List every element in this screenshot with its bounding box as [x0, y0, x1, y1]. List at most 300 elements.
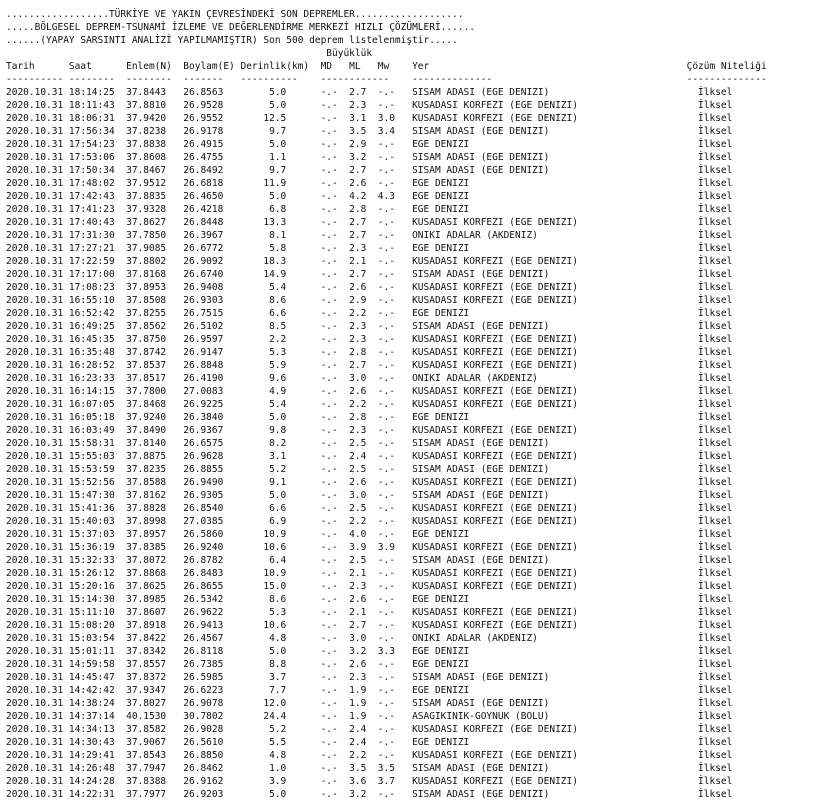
row-ml: 3.5	[349, 126, 367, 137]
row-md: -.-	[320, 633, 338, 644]
row-date: 2020.10.31	[6, 87, 64, 98]
row-solution-quality: İlksel	[698, 269, 733, 280]
row-solution-quality: İlksel	[698, 451, 733, 462]
row-date: 2020.10.31	[6, 529, 64, 540]
row-location: EGE DENIZI	[412, 178, 470, 189]
row-depth: 1.1	[269, 152, 287, 163]
earthquake-row	[6, 177, 811, 190]
row-mw: -.-	[377, 282, 395, 293]
row-md: -.-	[320, 256, 338, 267]
row-time: 17:42:43	[68, 191, 115, 202]
row-latitude: 37.8838	[126, 139, 167, 150]
row-depth: 5.3	[269, 607, 287, 618]
row-latitude: 37.8810	[126, 100, 167, 111]
row-ml: 2.8	[349, 412, 367, 423]
row-latitude: 37.8255	[126, 308, 167, 319]
row-longitude: 26.4650	[183, 191, 224, 202]
row-latitude: 37.8543	[126, 750, 167, 761]
row-latitude: 37.8802	[126, 256, 167, 267]
row-longitude: 26.9622	[183, 607, 224, 618]
row-date: 2020.10.31	[6, 503, 64, 514]
row-latitude: 37.8557	[126, 659, 167, 670]
row-md: -.-	[320, 282, 338, 293]
row-depth: 8.6	[269, 594, 287, 605]
row-date: 2020.10.31	[6, 334, 64, 345]
row-depth: 7.7	[269, 685, 287, 696]
row-ml: 2.2	[349, 399, 367, 410]
row-mw: -.-	[377, 399, 395, 410]
row-longitude: 26.4190	[183, 373, 224, 384]
row-latitude: 40.1530	[126, 711, 167, 722]
row-solution-quality: İlksel	[698, 685, 733, 696]
row-depth: 6.8	[269, 204, 287, 215]
row-depth: 9.1	[269, 477, 287, 488]
row-md: -.-	[320, 503, 338, 514]
row-date: 2020.10.31	[6, 750, 64, 761]
row-date: 2020.10.31	[6, 516, 64, 527]
row-time: 15:36:19	[68, 542, 115, 553]
row-mw: -.-	[377, 139, 395, 150]
row-longitude: 26.8118	[183, 646, 224, 657]
row-location: SISAM ADASI (EGE DENIZI)	[412, 672, 550, 683]
row-longitude: 26.9203	[183, 789, 224, 800]
row-longitude: 26.9225	[183, 399, 224, 410]
row-solution-quality: İlksel	[698, 542, 733, 553]
row-mw: -.-	[377, 438, 395, 449]
row-ml: 2.7	[349, 165, 367, 176]
row-time: 14:30:43	[68, 737, 115, 748]
row-mw: -.-	[377, 594, 395, 605]
row-depth: 5.0	[269, 191, 287, 202]
row-depth: 9.6	[269, 373, 287, 384]
row-solution-quality: İlksel	[698, 321, 733, 332]
row-md: -.-	[320, 516, 338, 527]
row-longitude: 26.9528	[183, 100, 224, 111]
row-location: KUSADASI KORFEZI (EGE DENIZI)	[412, 282, 578, 293]
row-latitude: 37.7850	[126, 230, 167, 241]
row-date: 2020.10.31	[6, 789, 64, 800]
row-mw: -.-	[377, 256, 395, 267]
row-mw: -.-	[377, 204, 395, 215]
earthquake-row	[6, 424, 811, 437]
row-solution-quality: İlksel	[698, 724, 733, 735]
row-solution-quality: İlksel	[698, 711, 733, 722]
row-latitude: 37.9085	[126, 243, 167, 254]
row-location: SISAM ADASI (EGE DENIZI)	[412, 126, 550, 137]
row-ml: 2.7	[349, 360, 367, 371]
earthquake-row	[6, 242, 811, 255]
row-latitude: 37.8562	[126, 321, 167, 332]
row-ml: 2.7	[349, 87, 367, 98]
row-latitude: 37.8467	[126, 165, 167, 176]
row-md: -.-	[320, 529, 338, 540]
row-longitude: 26.9147	[183, 347, 224, 358]
row-location: KUSADASI KORFEZI (EGE DENIZI)	[412, 477, 578, 488]
earthquake-row	[6, 112, 811, 125]
row-location: EGE DENIZI	[412, 659, 470, 670]
earthquake-row	[6, 437, 811, 450]
row-date: 2020.10.31	[6, 620, 64, 631]
row-mw: -.-	[377, 698, 395, 709]
row-ml: 2.8	[349, 347, 367, 358]
row-date: 2020.10.31	[6, 555, 64, 566]
row-longitude: 26.4567	[183, 633, 224, 644]
row-solution-quality: İlksel	[698, 568, 733, 579]
row-time: 14:59:58	[68, 659, 115, 670]
row-time: 14:38:24	[68, 698, 115, 709]
row-time: 16:45:35	[68, 334, 115, 345]
row-longitude: 26.5985	[183, 672, 224, 683]
row-ml: 3.0	[349, 490, 367, 501]
row-time: 15:55:03	[68, 451, 115, 462]
row-location: KUSADASI KORFEZI (EGE DENIZI)	[412, 776, 578, 787]
row-longitude: 26.9552	[183, 113, 224, 124]
row-longitude: 26.9408	[183, 282, 224, 293]
row-latitude: 37.8443	[126, 87, 167, 98]
row-time: 14:22:31	[68, 789, 115, 800]
row-date: 2020.10.31	[6, 373, 64, 384]
row-solution-quality: İlksel	[698, 399, 733, 410]
row-location: EGE DENIZI	[412, 685, 470, 696]
row-depth: 4.8	[269, 633, 287, 644]
row-mw: -.-	[377, 464, 395, 475]
row-mw: -.-	[377, 568, 395, 579]
row-md: -.-	[320, 789, 338, 800]
row-mw: -.-	[377, 373, 395, 384]
earthquake-row	[6, 554, 811, 567]
row-md: -.-	[320, 451, 338, 462]
row-ml: 3.6	[349, 776, 367, 787]
row-mw: 3.7	[377, 776, 395, 787]
earthquake-row	[6, 567, 811, 580]
earthquake-row	[6, 606, 811, 619]
row-time: 18:06:31	[68, 113, 115, 124]
row-depth: 4.9	[269, 386, 287, 397]
row-location: KUSADASI KORFEZI (EGE DENIZI)	[412, 581, 578, 592]
earthquake-row	[6, 476, 811, 489]
row-solution-quality: İlksel	[698, 620, 733, 631]
row-mw: -.-	[377, 269, 395, 280]
row-depth: 12.0	[263, 698, 287, 709]
row-longitude: 26.8483	[183, 568, 224, 579]
row-solution-quality: İlksel	[698, 178, 733, 189]
row-md: -.-	[320, 373, 338, 384]
earthquake-row	[6, 268, 811, 281]
row-solution-quality: İlksel	[698, 425, 733, 436]
row-longitude: 26.8563	[183, 87, 224, 98]
row-time: 16:23:33	[68, 373, 115, 384]
row-ml: 2.6	[349, 178, 367, 189]
row-time: 18:11:43	[68, 100, 115, 111]
row-depth: 15.0	[263, 581, 287, 592]
row-mw: -.-	[377, 295, 395, 306]
row-depth: 3.7	[269, 672, 287, 683]
row-latitude: 37.9420	[126, 113, 167, 124]
row-longitude: 26.9303	[183, 295, 224, 306]
row-mw: -.-	[377, 724, 395, 735]
row-depth: 8.6	[269, 295, 287, 306]
row-time: 14:24:28	[68, 776, 115, 787]
row-longitude: 26.9628	[183, 451, 224, 462]
row-time: 15:40:03	[68, 516, 115, 527]
row-location: KUSADASI KORFEZI (EGE DENIZI)	[412, 399, 578, 410]
row-latitude: 37.8168	[126, 269, 167, 280]
row-solution-quality: İlksel	[698, 334, 733, 345]
row-location: SISAM ADASI (EGE DENIZI)	[412, 763, 550, 774]
row-date: 2020.10.31	[6, 451, 64, 462]
row-depth: 9.7	[269, 126, 287, 137]
header-longitude: Boylam(E)	[183, 61, 235, 72]
row-md: -.-	[320, 750, 338, 761]
row-md: -.-	[320, 477, 338, 488]
row-ml: 2.7	[349, 217, 367, 228]
row-ml: 2.5	[349, 464, 367, 475]
row-depth: 5.5	[269, 737, 287, 748]
separator-time: --------	[68, 74, 115, 85]
row-longitude: 26.8848	[183, 360, 224, 371]
row-longitude: 26.7515	[183, 308, 224, 319]
row-mw: -.-	[377, 165, 395, 176]
row-depth: 8.8	[269, 659, 287, 670]
row-depth: 14.9	[263, 269, 287, 280]
row-date: 2020.10.31	[6, 386, 64, 397]
row-time: 15:14:30	[68, 594, 115, 605]
earthquake-row	[6, 762, 811, 775]
earthquake-row	[6, 359, 811, 372]
row-solution-quality: İlksel	[698, 672, 733, 683]
row-solution-quality: İlksel	[698, 581, 733, 592]
row-latitude: 37.8918	[126, 620, 167, 631]
row-mw: -.-	[377, 581, 395, 592]
row-location: SISAM ADASI (EGE DENIZI)	[412, 438, 550, 449]
magnitude-group-label: Büyüklük	[326, 48, 373, 59]
row-latitude: 37.8372	[126, 672, 167, 683]
header-solution-quality: Çözüm Niteliği	[686, 61, 767, 72]
row-location: EGE DENIZI	[412, 243, 470, 254]
row-ml: 2.6	[349, 282, 367, 293]
earthquake-row	[6, 229, 811, 242]
row-time: 17:40:43	[68, 217, 115, 228]
row-date: 2020.10.31	[6, 269, 64, 280]
row-mw: -.-	[377, 737, 395, 748]
row-solution-quality: İlksel	[698, 295, 733, 306]
row-ml: 2.2	[349, 750, 367, 761]
row-mw: -.-	[377, 477, 395, 488]
earthquake-row	[6, 775, 811, 788]
row-ml: 4.0	[349, 529, 367, 540]
row-longitude: 27.0385	[183, 516, 224, 527]
row-mw: -.-	[377, 308, 395, 319]
row-md: -.-	[320, 126, 338, 137]
row-time: 17:27:21	[68, 243, 115, 254]
row-longitude: 26.8850	[183, 750, 224, 761]
earthquake-row	[6, 411, 811, 424]
page-subtitle: .....BÖLGESEL DEPREM-TSUNAMİ İZLEME VE DEĞERLENDİRME MERKEZİ HIZLI ÇÖZÜMLERİ......	[6, 22, 475, 33]
row-mw: -.-	[377, 243, 395, 254]
row-md: -.-	[320, 568, 338, 579]
row-latitude: 37.7977	[126, 789, 167, 800]
row-longitude: 26.8462	[183, 763, 224, 774]
row-md: -.-	[320, 360, 338, 371]
row-location: SISAM ADASI (EGE DENIZI)	[412, 321, 550, 332]
row-depth: 5.9	[269, 360, 287, 371]
row-md: -.-	[320, 139, 338, 150]
row-location: KUSADASI KORFEZI (EGE DENIZI)	[412, 542, 578, 553]
row-ml: 3.1	[349, 113, 367, 124]
row-depth: 2.2	[269, 334, 287, 345]
row-time: 16:14:15	[68, 386, 115, 397]
row-location: KUSADASI KORFEZI (EGE DENIZI)	[412, 516, 578, 527]
separator-solution-quality: --------------	[686, 74, 767, 85]
header-ml: ML	[349, 61, 361, 72]
earthquake-row	[6, 710, 811, 723]
row-md: -.-	[320, 776, 338, 787]
row-md: -.-	[320, 685, 338, 696]
row-location: SISAM ADASI (EGE DENIZI)	[412, 87, 550, 98]
row-ml: 2.3	[349, 672, 367, 683]
row-mw: -.-	[377, 529, 395, 540]
row-location: SISAM ADASI (EGE DENIZI)	[412, 698, 550, 709]
row-latitude: 37.8953	[126, 282, 167, 293]
earthquake-row	[6, 164, 811, 177]
row-date: 2020.10.31	[6, 737, 64, 748]
row-time: 17:31:30	[68, 230, 115, 241]
row-location: EGE DENIZI	[412, 737, 470, 748]
row-latitude: 37.8385	[126, 542, 167, 553]
row-location: KUSADASI KORFEZI (EGE DENIZI)	[412, 334, 578, 345]
row-mw: -.-	[377, 503, 395, 514]
row-ml: 2.6	[349, 659, 367, 670]
row-solution-quality: İlksel	[698, 776, 733, 787]
row-time: 16:07:05	[68, 399, 115, 410]
row-md: -.-	[320, 555, 338, 566]
row-location: KUSADASI KORFEZI (EGE DENIZI)	[412, 360, 578, 371]
row-location: ONIKI ADALAR (AKDENIZ)	[412, 373, 538, 384]
row-date: 2020.10.31	[6, 178, 64, 189]
row-longitude: 26.5860	[183, 529, 224, 540]
row-solution-quality: İlksel	[698, 308, 733, 319]
row-solution-quality: İlksel	[698, 763, 733, 774]
earthquake-row	[6, 255, 811, 268]
earthquake-row	[6, 138, 811, 151]
earthquake-row	[6, 203, 811, 216]
row-md: -.-	[320, 217, 338, 228]
row-solution-quality: İlksel	[698, 243, 733, 254]
row-mw: -.-	[377, 672, 395, 683]
row-location: KUSADASI KORFEZI (EGE DENIZI)	[412, 503, 578, 514]
row-md: -.-	[320, 672, 338, 683]
row-mw: -.-	[377, 87, 395, 98]
row-date: 2020.10.31	[6, 685, 64, 696]
row-longitude: 26.9092	[183, 256, 224, 267]
row-md: -.-	[320, 230, 338, 241]
row-time: 15:01:11	[68, 646, 115, 657]
column-separator-row	[6, 73, 811, 86]
row-date: 2020.10.31	[6, 412, 64, 423]
row-location: KUSADASI KORFEZI (EGE DENIZI)	[412, 750, 578, 761]
row-solution-quality: İlksel	[698, 204, 733, 215]
row-depth: 5.3	[269, 347, 287, 358]
earthquake-row	[6, 632, 811, 645]
row-mw: -.-	[377, 386, 395, 397]
row-md: -.-	[320, 191, 338, 202]
row-depth: 4.8	[269, 750, 287, 761]
row-depth: 13.3	[263, 217, 287, 228]
row-longitude: 26.3840	[183, 412, 224, 423]
row-depth: 5.2	[269, 464, 287, 475]
row-solution-quality: İlksel	[698, 529, 733, 540]
row-longitude: 26.6223	[183, 685, 224, 696]
row-ml: 2.3	[349, 581, 367, 592]
row-solution-quality: İlksel	[698, 412, 733, 423]
row-longitude: 26.9162	[183, 776, 224, 787]
row-depth: 5.0	[269, 490, 287, 501]
row-md: -.-	[320, 386, 338, 397]
row-date: 2020.10.31	[6, 347, 64, 358]
row-depth: 9.7	[269, 165, 287, 176]
row-depth: 5.4	[269, 399, 287, 410]
row-solution-quality: İlksel	[698, 477, 733, 488]
earthquake-row	[6, 99, 811, 112]
row-solution-quality: İlksel	[698, 386, 733, 397]
earthquake-row	[6, 541, 811, 554]
row-md: -.-	[320, 165, 338, 176]
row-location: EGE DENIZI	[412, 594, 470, 605]
row-solution-quality: İlksel	[698, 360, 733, 371]
row-mw: 3.5	[377, 763, 395, 774]
separator-location: --------------	[412, 74, 493, 85]
row-ml: 3.9	[349, 542, 367, 553]
column-header-row	[6, 60, 811, 73]
row-mw: -.-	[377, 711, 395, 722]
row-date: 2020.10.31	[6, 113, 64, 124]
row-longitude: 26.4218	[183, 204, 224, 215]
row-location: SISAM ADASI (EGE DENIZI)	[412, 555, 550, 566]
row-time: 15:32:33	[68, 555, 115, 566]
earthquake-row	[6, 86, 811, 99]
row-solution-quality: İlksel	[698, 282, 733, 293]
row-ml: 3.0	[349, 633, 367, 644]
row-ml: 3.2	[349, 789, 367, 800]
row-location: SISAM ADASI (EGE DENIZI)	[412, 789, 550, 800]
row-date: 2020.10.31	[6, 477, 64, 488]
row-solution-quality: İlksel	[698, 126, 733, 137]
row-location: ONIKI ADALAR (AKDENIZ)	[412, 633, 538, 644]
row-md: -.-	[320, 399, 338, 410]
row-md: -.-	[320, 724, 338, 735]
row-mw: -.-	[377, 555, 395, 566]
row-ml: 3.0	[349, 373, 367, 384]
row-ml: 2.9	[349, 139, 367, 150]
row-depth: 10.9	[263, 568, 287, 579]
earthquake-rows	[6, 86, 811, 801]
row-mw: -.-	[377, 425, 395, 436]
row-time: 15:03:54	[68, 633, 115, 644]
row-time: 14:42:42	[68, 685, 115, 696]
separator-depth: ----------	[240, 74, 298, 85]
earthquake-row	[6, 333, 811, 346]
row-latitude: 37.7947	[126, 763, 167, 774]
row-ml: 2.3	[349, 100, 367, 111]
row-md: -.-	[320, 490, 338, 501]
row-date: 2020.10.31	[6, 230, 64, 241]
row-md: -.-	[320, 152, 338, 163]
row-md: -.-	[320, 425, 338, 436]
row-date: 2020.10.31	[6, 763, 64, 774]
row-date: 2020.10.31	[6, 100, 64, 111]
row-ml: 2.6	[349, 594, 367, 605]
earthquake-row	[6, 723, 811, 736]
